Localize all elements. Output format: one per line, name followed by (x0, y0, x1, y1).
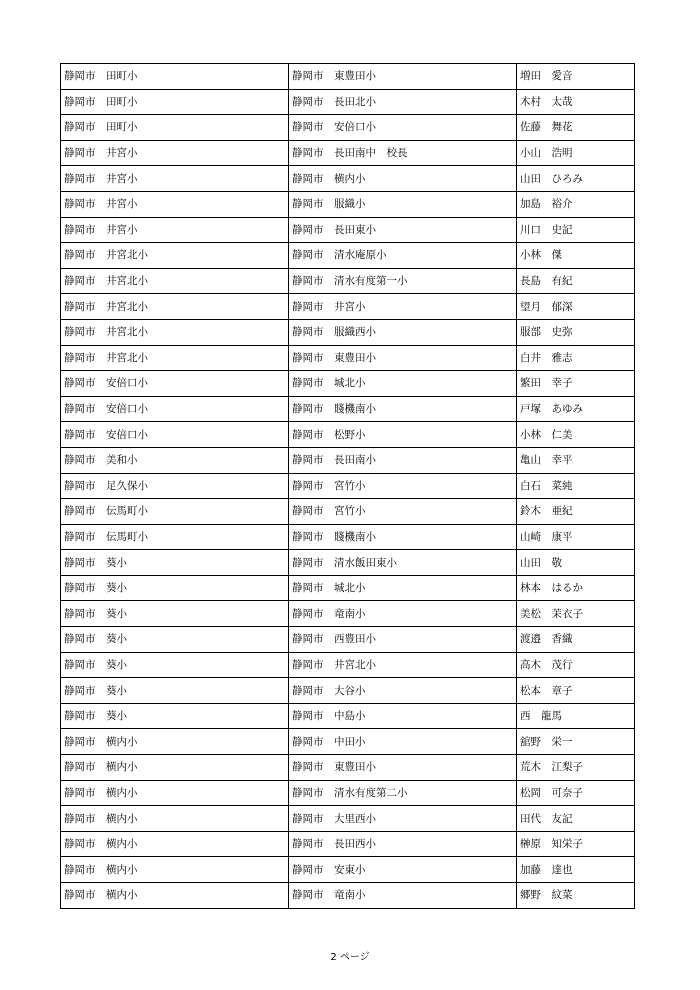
person-name-cell: 山崎 康平 (517, 524, 635, 550)
new-school-cell: 静岡市 長田北小 (289, 89, 517, 115)
person-name-cell: 小林 傑 (517, 243, 635, 269)
person-name-cell: 美松 茉衣子 (517, 601, 635, 627)
current-school-cell: 静岡市 葵小 (61, 652, 289, 678)
new-school-cell: 静岡市 中島小 (289, 703, 517, 729)
new-school-cell: 静岡市 東豊田小 (289, 64, 517, 90)
new-school-cell: 静岡市 西豊田小 (289, 627, 517, 653)
person-name-cell: 望月 郁深 (517, 294, 635, 320)
new-school-cell: 静岡市 井宮北小 (289, 652, 517, 678)
person-name-cell: 木村 太哉 (517, 89, 635, 115)
person-name-cell: 榊原 知栄子 (517, 831, 635, 857)
new-school-cell: 静岡市 賤機南小 (289, 396, 517, 422)
new-school-cell: 静岡市 清水有度第二小 (289, 780, 517, 806)
new-school-cell: 静岡市 安倍口小 (289, 115, 517, 141)
new-school-cell: 静岡市 大里西小 (289, 806, 517, 832)
current-school-cell: 静岡市 葵小 (61, 550, 289, 576)
person-name-cell: 加島 裕介 (517, 191, 635, 217)
new-school-cell: 静岡市 中田小 (289, 729, 517, 755)
table-row (61, 64, 635, 90)
current-school-cell: 静岡市 葵小 (61, 601, 289, 627)
table-row (61, 140, 635, 166)
new-school-cell: 静岡市 長田南小 (289, 447, 517, 473)
person-name-cell: 山田 ひろみ (517, 166, 635, 192)
table-row (61, 857, 635, 883)
person-name-cell: 小山 浩明 (517, 140, 635, 166)
person-name-cell: 鈴木 亜紀 (517, 499, 635, 525)
current-school-cell: 静岡市 横内小 (61, 831, 289, 857)
current-school-cell: 静岡市 田町小 (61, 64, 289, 90)
person-name-cell: 川口 史記 (517, 217, 635, 243)
table-row (61, 678, 635, 704)
table-row (61, 780, 635, 806)
new-school-cell: 静岡市 竜南小 (289, 883, 517, 909)
current-school-cell: 静岡市 井宮小 (61, 191, 289, 217)
new-school-cell: 静岡市 賤機南小 (289, 524, 517, 550)
person-name-cell: 佐藤 舞花 (517, 115, 635, 141)
new-school-cell: 静岡市 横内小 (289, 166, 517, 192)
person-name-cell: 松岡 可奈子 (517, 780, 635, 806)
new-school-cell: 静岡市 清水庵原小 (289, 243, 517, 269)
person-name-cell: 服部 史弥 (517, 319, 635, 345)
new-school-cell: 静岡市 竜南小 (289, 601, 517, 627)
person-name-cell: 舘野 栄一 (517, 729, 635, 755)
roster-body (61, 64, 635, 909)
person-name-cell: 繁田 幸子 (517, 371, 635, 397)
person-name-cell: 荒木 江梨子 (517, 755, 635, 781)
table-row (61, 806, 635, 832)
table-row (61, 268, 635, 294)
current-school-cell: 静岡市 横内小 (61, 883, 289, 909)
table-row (61, 601, 635, 627)
current-school-cell: 静岡市 横内小 (61, 729, 289, 755)
table-row (61, 473, 635, 499)
current-school-cell: 静岡市 安倍口小 (61, 371, 289, 397)
new-school-cell: 静岡市 長田南中 校長 (289, 140, 517, 166)
person-name-cell: 小林 仁美 (517, 422, 635, 448)
table-row (61, 447, 635, 473)
current-school-cell: 静岡市 横内小 (61, 755, 289, 781)
person-name-cell: 高木 茂行 (517, 652, 635, 678)
current-school-cell: 静岡市 井宮北小 (61, 243, 289, 269)
person-name-cell: 西 龍馬 (517, 703, 635, 729)
current-school-cell: 静岡市 安倍口小 (61, 396, 289, 422)
new-school-cell: 静岡市 松野小 (289, 422, 517, 448)
new-school-cell: 静岡市 宮竹小 (289, 499, 517, 525)
page-number: 2 ページ (330, 952, 370, 963)
person-name-cell: 田代 友記 (517, 806, 635, 832)
current-school-cell: 静岡市 横内小 (61, 857, 289, 883)
table-row (61, 755, 635, 781)
person-name-cell: 松本 章子 (517, 678, 635, 704)
current-school-cell: 静岡市 井宮北小 (61, 294, 289, 320)
table-row (61, 652, 635, 678)
current-school-cell: 静岡市 伝馬町小 (61, 499, 289, 525)
new-school-cell: 静岡市 城北小 (289, 575, 517, 601)
new-school-cell: 静岡市 宮竹小 (289, 473, 517, 499)
table-row (61, 550, 635, 576)
current-school-cell: 静岡市 田町小 (61, 115, 289, 141)
table-row (61, 883, 635, 909)
table-row (61, 166, 635, 192)
person-name-cell: 白石 菜純 (517, 473, 635, 499)
current-school-cell: 静岡市 安倍口小 (61, 422, 289, 448)
person-name-cell: 長島 有紀 (517, 268, 635, 294)
current-school-cell: 静岡市 井宮小 (61, 166, 289, 192)
current-school-cell: 静岡市 葵小 (61, 703, 289, 729)
current-school-cell: 静岡市 井宮北小 (61, 319, 289, 345)
new-school-cell: 静岡市 東豊田小 (289, 345, 517, 371)
table-row (61, 191, 635, 217)
new-school-cell: 静岡市 清水有度第一小 (289, 268, 517, 294)
current-school-cell: 静岡市 横内小 (61, 780, 289, 806)
new-school-cell: 静岡市 大谷小 (289, 678, 517, 704)
current-school-cell: 静岡市 井宮小 (61, 217, 289, 243)
table-row (61, 422, 635, 448)
table-row (61, 371, 635, 397)
current-school-cell: 静岡市 葵小 (61, 575, 289, 601)
table-row (61, 319, 635, 345)
new-school-cell: 静岡市 東豊田小 (289, 755, 517, 781)
table-row (61, 294, 635, 320)
person-name-cell: 戸塚 あゆみ (517, 396, 635, 422)
table-row (61, 831, 635, 857)
person-name-cell: 増田 愛音 (517, 64, 635, 90)
person-name-cell: 郷野 紋菜 (517, 883, 635, 909)
roster-table (60, 63, 635, 909)
new-school-cell: 静岡市 長田西小 (289, 831, 517, 857)
new-school-cell: 静岡市 安東小 (289, 857, 517, 883)
table-row (61, 217, 635, 243)
current-school-cell: 静岡市 伝馬町小 (61, 524, 289, 550)
person-name-cell: 林本 はるか (517, 575, 635, 601)
person-name-cell: 白井 雅志 (517, 345, 635, 371)
new-school-cell: 静岡市 服織小 (289, 191, 517, 217)
new-school-cell: 静岡市 服織西小 (289, 319, 517, 345)
current-school-cell: 静岡市 足久保小 (61, 473, 289, 499)
person-name-cell: 渡邉 香織 (517, 627, 635, 653)
current-school-cell: 静岡市 井宮小 (61, 140, 289, 166)
current-school-cell: 静岡市 葵小 (61, 627, 289, 653)
new-school-cell: 静岡市 井宮小 (289, 294, 517, 320)
table-row (61, 729, 635, 755)
table-row (61, 243, 635, 269)
new-school-cell: 静岡市 長田東小 (289, 217, 517, 243)
person-name-cell: 加藤 達也 (517, 857, 635, 883)
person-name-cell: 亀山 幸平 (517, 447, 635, 473)
person-name-cell: 山田 敬 (517, 550, 635, 576)
current-school-cell: 静岡市 井宮北小 (61, 268, 289, 294)
current-school-cell: 静岡市 井宮北小 (61, 345, 289, 371)
table-row (61, 115, 635, 141)
table-row (61, 524, 635, 550)
current-school-cell: 静岡市 横内小 (61, 806, 289, 832)
current-school-cell: 静岡市 田町小 (61, 89, 289, 115)
new-school-cell: 静岡市 城北小 (289, 371, 517, 397)
current-school-cell: 静岡市 美和小 (61, 447, 289, 473)
table-row (61, 627, 635, 653)
table-row (61, 575, 635, 601)
table-row (61, 703, 635, 729)
new-school-cell: 静岡市 清水飯田東小 (289, 550, 517, 576)
table-row (61, 89, 635, 115)
current-school-cell: 静岡市 葵小 (61, 678, 289, 704)
table-row (61, 396, 635, 422)
table-row (61, 499, 635, 525)
table-row (61, 345, 635, 371)
